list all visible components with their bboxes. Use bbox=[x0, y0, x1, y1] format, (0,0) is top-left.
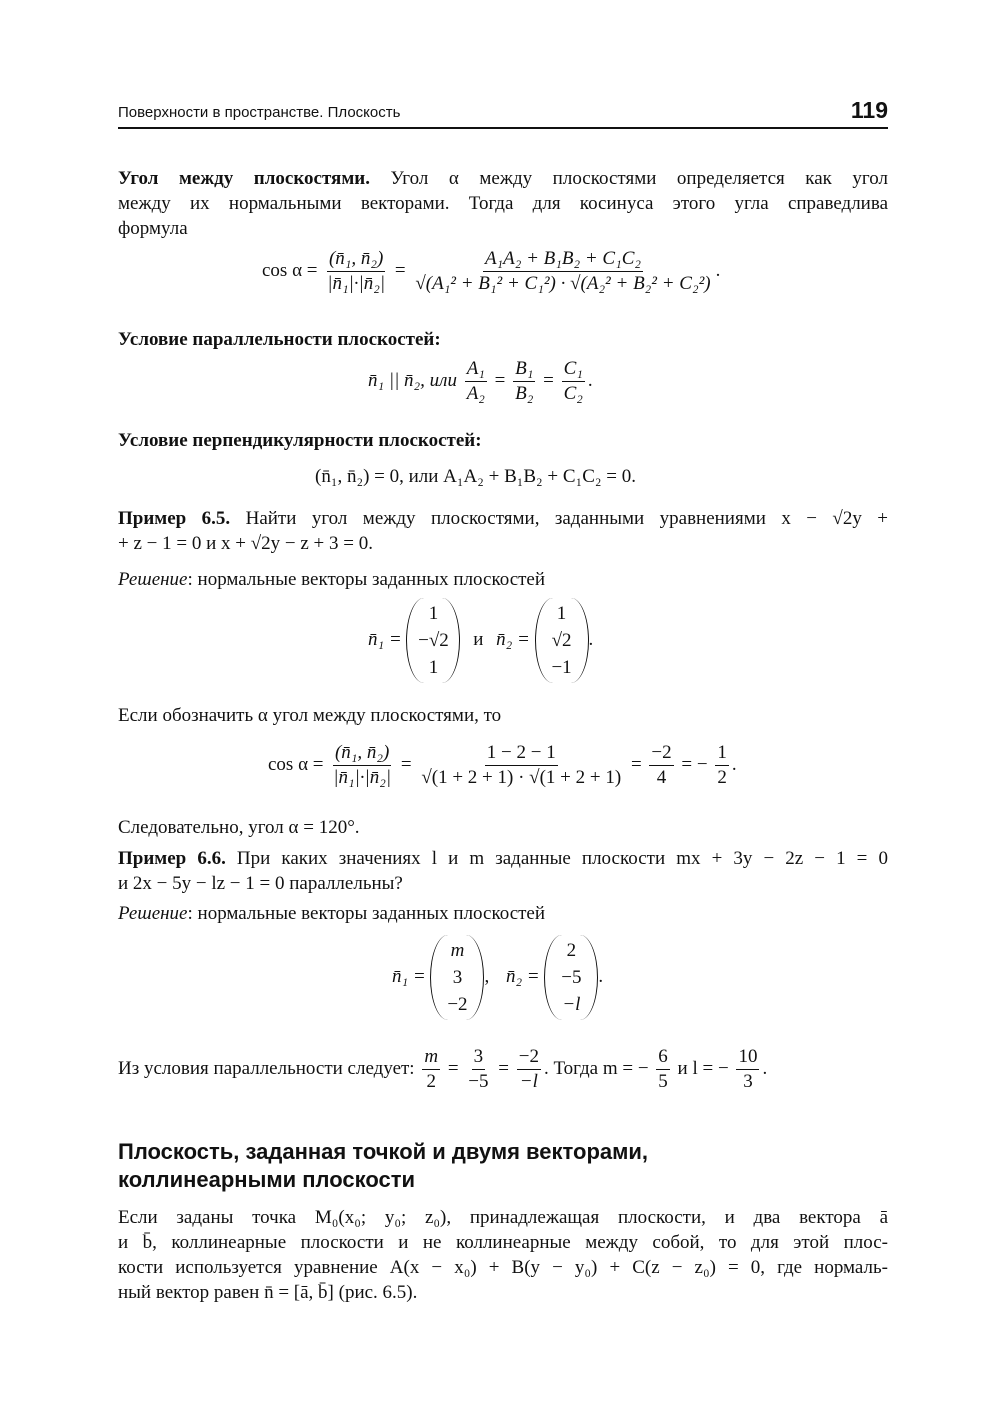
solution-text: : нормальные векторы заданных плоскостей bbox=[187, 903, 546, 924]
angle-text-3: формула bbox=[118, 218, 188, 239]
cond-frac3: $\frac{-2}{-l}$ bbox=[518, 1046, 539, 1092]
example-6-5-vectors bbox=[368, 598, 593, 683]
example-6-5-let: Если обозначить α угол между плоскостями, то bbox=[118, 705, 502, 726]
example-6-6-solution bbox=[118, 901, 545, 927]
parallel-heading: Условие параллельности плоскостей: bbox=[118, 329, 441, 350]
formula-frac2: $\frac{\text{A₁A₂ + B₁B₂ + C₁C₂}}{\text{√(A₁² + B₁² + C₁²) · √(A₂² + B₂² + C₂²)}}$ bbox=[415, 248, 711, 294]
perpendicular-heading: Условие перпендикулярности плоскостей: bbox=[118, 430, 482, 451]
section-text-1: Если заданы точка M₀(x₀; y₀; z₀), принадлежащая плоскости, и два вектора ā bbox=[118, 1207, 888, 1228]
solution-text: : нормальные векторы заданных плоскостей bbox=[187, 569, 546, 590]
example-6-6-text-2: и 2x − 5y − lz − 1 = 0 параллельны? bbox=[118, 873, 403, 894]
formula-end: . bbox=[762, 1057, 768, 1079]
and-word: и bbox=[473, 628, 484, 650]
n1-vector bbox=[430, 935, 484, 1020]
vector-end: . bbox=[598, 965, 604, 987]
example-6-6-statement bbox=[118, 846, 888, 896]
example-6-5-cos-formula bbox=[268, 742, 737, 789]
page-number: 119 bbox=[850, 97, 888, 123]
parallel-frac-a: $\frac{\text{A₁}}{\text{A₂}}$ bbox=[466, 358, 485, 404]
eq-sign: = bbox=[400, 753, 412, 775]
running-header-title: Поверхности в пространстве. Плоскость bbox=[118, 104, 401, 121]
vector-component: −1 bbox=[551, 657, 572, 678]
cos-frac1: $\frac{\text{(n̄₁, n̄₂)}}{\text{|n̄₁|·|n̄₂|}}$ bbox=[333, 742, 392, 788]
section-title-line-2: коллинеарными плоскости bbox=[118, 1167, 416, 1192]
cos-frac2: $\frac{1 - 2 - 1}{√(1 + 2 + 1) \cdot √(1 + 2 + 1)}$ bbox=[421, 742, 622, 788]
section-text-3: кости используется уравнение A(x − x₀) + B(y − y₀) + C(z − z₀) = 0, где нормаль- bbox=[118, 1257, 888, 1278]
eq-sign: = bbox=[498, 1057, 509, 1079]
formula-end: . bbox=[587, 369, 593, 391]
formula-frac1: $\frac{\text{(n̄₁, n̄₂)}}{\text{|n̄₁|·|n̄₂|}}$ bbox=[327, 248, 386, 294]
vector-component: −√2 bbox=[418, 630, 449, 651]
cond-frac2: $\frac{3}{-5}$ bbox=[468, 1046, 489, 1092]
example-6-6-condition bbox=[118, 1046, 767, 1093]
n2-label: n̄₂ = bbox=[505, 965, 540, 987]
cos-frac3: $\frac{-2}{4}$ bbox=[651, 742, 672, 788]
example-6-5-text-1: Найти угол между плоскостями, заданными уравнениями x − √2y + bbox=[230, 508, 888, 529]
example-6-5-label: Пример 6.5. bbox=[118, 508, 231, 529]
solution-label: Решение bbox=[118, 569, 188, 590]
eq-sign: = bbox=[630, 753, 642, 775]
section-title bbox=[118, 1138, 648, 1194]
formula-lhs: cos α = bbox=[262, 259, 318, 281]
section-paragraph bbox=[118, 1205, 888, 1305]
and-l-text: и l = − bbox=[677, 1057, 729, 1079]
section-title-line-1: Плоскость, заданная точкой и двумя векторами, bbox=[118, 1139, 649, 1164]
eq-sign: = bbox=[494, 369, 506, 391]
l-frac: $\frac{10}{3}$ bbox=[738, 1046, 758, 1092]
parallel-frac-c: $\frac{\text{C₁}}{\text{C₂}}$ bbox=[563, 358, 583, 404]
eq-sign: = bbox=[447, 1057, 459, 1079]
vector-component: 1 bbox=[428, 603, 439, 624]
vector-component: −2 bbox=[447, 994, 468, 1015]
separator: , bbox=[484, 965, 490, 987]
vector-component: 2 bbox=[566, 940, 577, 961]
condition-text: Из условия параллельности следует: bbox=[118, 1057, 415, 1079]
cos-lhs: cos α = bbox=[268, 753, 324, 775]
formula-end: . bbox=[731, 753, 737, 775]
vector-end: . bbox=[588, 628, 594, 650]
n1-label: n̄₁ = bbox=[392, 965, 426, 987]
vector-component: 3 bbox=[452, 967, 463, 988]
header-rule bbox=[118, 127, 888, 129]
section-text-2: и b̄, коллинеарные плоскости и не коллинеарные между собой, то для этой плос- bbox=[118, 1232, 888, 1253]
parallel-frac-b: $\frac{\text{B₁}}{\text{B₂}}$ bbox=[515, 358, 534, 404]
solution-label: Решение bbox=[118, 903, 188, 924]
formula-end: . bbox=[715, 259, 721, 281]
m-frac: $\frac{6}{5}$ bbox=[658, 1046, 668, 1092]
angle-text-1: Угол α между плоскостями определяется как угол bbox=[369, 168, 888, 189]
cond-frac1: $\frac{m}{2}$ bbox=[424, 1046, 439, 1092]
then-text: . Тогда m = − bbox=[543, 1057, 649, 1079]
n2-vector bbox=[535, 598, 589, 683]
example-6-6-text-1: При каких значениях l и m заданные плоскости mx + 3y − 2z − 1 = 0 bbox=[225, 848, 888, 869]
n1-vector bbox=[406, 598, 460, 683]
vector-component: −5 bbox=[561, 967, 582, 988]
n2-label: n̄₂ = bbox=[496, 628, 530, 650]
neg-sign: = − bbox=[681, 753, 708, 775]
n2-vector bbox=[544, 935, 598, 1020]
angle-heading: Угол между плоскостями. bbox=[118, 168, 370, 189]
example-6-5-solution bbox=[118, 567, 545, 593]
angle-text-2: между их нормальными векторами. Тогда для косинуса этого угла справедлива bbox=[118, 193, 888, 214]
vector-component: −l bbox=[562, 994, 581, 1015]
n1-label: n̄₁ = bbox=[368, 628, 402, 650]
angle-cos-formula bbox=[262, 248, 720, 295]
eq-sign: = bbox=[543, 369, 554, 391]
example-6-6-vectors bbox=[392, 935, 603, 1020]
parallel-formula bbox=[368, 358, 593, 405]
angle-paragraph bbox=[118, 166, 888, 241]
parallel-lhs: n̄₁ || n̄₂, или bbox=[368, 369, 457, 391]
example-6-5-text-2: + z − 1 = 0 и x + √2y − z + 3 = 0. bbox=[118, 533, 373, 554]
example-6-6-label: Пример 6.6. bbox=[118, 848, 226, 869]
perpendicular-formula: (n̄₁, n̄₂) = 0, или A₁A₂ + B₁B₂ + C₁C₂ = 0. bbox=[315, 466, 636, 487]
example-6-5-conclusion: Следовательно, угол α = 120°. bbox=[118, 817, 360, 838]
section-text-4: ный вектор равен n̄ = [ā, b̄] (рис. 6.5). bbox=[118, 1282, 418, 1303]
vector-component: 1 bbox=[428, 657, 439, 678]
vector-component: √2 bbox=[551, 630, 572, 651]
vector-component: m bbox=[450, 940, 465, 961]
cos-frac4: $\frac{1}{2}$ bbox=[717, 742, 727, 788]
vector-component: 1 bbox=[556, 603, 567, 624]
formula-eq: = bbox=[394, 259, 406, 281]
example-6-5-statement bbox=[118, 506, 888, 556]
